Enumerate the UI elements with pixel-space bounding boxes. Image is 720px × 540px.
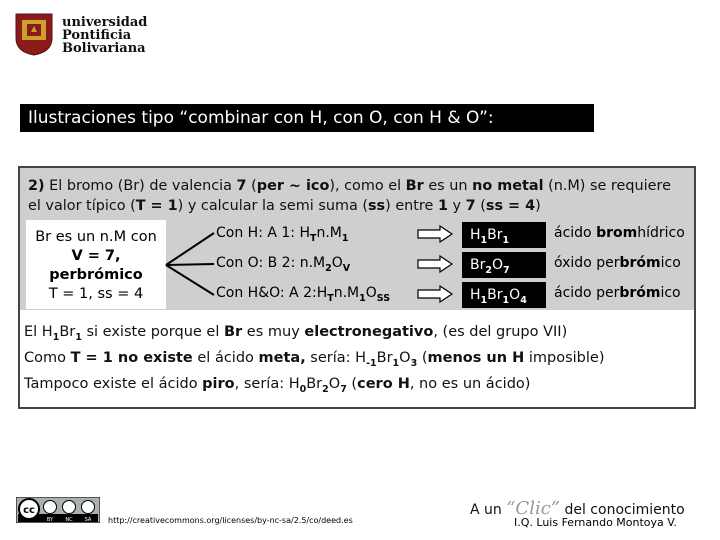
result-formula: $Br_2O_7$ [462, 252, 546, 278]
cc-label: BY [46, 517, 54, 523]
creative-commons-badge-icon[interactable] [16, 497, 100, 523]
combination-formula: Con H: A 1: $H_Tn.M_1$ [216, 225, 349, 244]
footer-author: I.Q. Luis Fernando Montoya V. [514, 516, 677, 529]
compound-name: ácido bromhídrico [554, 225, 685, 241]
summary-line: V = 7, [71, 248, 121, 264]
summary-box [26, 220, 166, 309]
combination-formula: Con O: B 2: $n.M_2O_V$ [216, 255, 351, 274]
summary-line: perbrómico [49, 267, 143, 283]
license-link[interactable]: http://creativecommons.org/licenses/by-nc-sa/2.5/co/deed.es [108, 516, 353, 525]
compound-name: óxido perbrómico [554, 255, 681, 271]
university-name-line: Bolivariana [62, 41, 146, 56]
svg-text:cc: cc [23, 505, 35, 516]
summary-line: T = 1, ss = 4 [48, 286, 144, 302]
explanation-box [20, 310, 694, 407]
explanation-line: El $H_1Br_1$ si existe porque el Br es muy electronegativo, (es del grupo VII) [24, 324, 568, 343]
intro-paragraph: 2) El bromo (Br) de valencia 7 (per ~ ico), como el Br es un no metal (n.M) se requiere el valor típico (T = 1) y calcular la semi suma (ss) entre 1 y 7 (ss = 4) [28, 178, 671, 214]
cc-label: NC [65, 517, 73, 523]
university-shield-logo [14, 12, 54, 56]
explanation-line: Como T = 1 no existe el ácido meta, sería: $H_{-1}Br_1O_3$ (menos un H imposible) [24, 349, 605, 369]
result-formula: $H_1Br_1$ [462, 222, 546, 248]
cc-label: SA [84, 517, 92, 523]
combination-formula: Con H&O: A $2:H_Tn.M_1O_{SS}$ [216, 285, 391, 304]
university-name-line: universidad [62, 15, 148, 30]
compound-name: ácido perbrómico [554, 285, 681, 301]
explanation-line: Tampoco existe el ácido piro, sería: $H_0Br_2O_7$ (cero H, no es un ácido) [24, 375, 531, 395]
result-formula: $H_1Br_1O_4$ [462, 282, 546, 308]
slide-title: Ilustraciones tipo “combinar con H, con O, con H & O”: [20, 104, 594, 132]
university-name [62, 16, 147, 55]
footer-tagline: A un “Clic” del conocimiento [470, 498, 685, 519]
university-name-line: Pontificia [62, 28, 132, 43]
summary-line: Br es un n.M con [35, 229, 157, 245]
